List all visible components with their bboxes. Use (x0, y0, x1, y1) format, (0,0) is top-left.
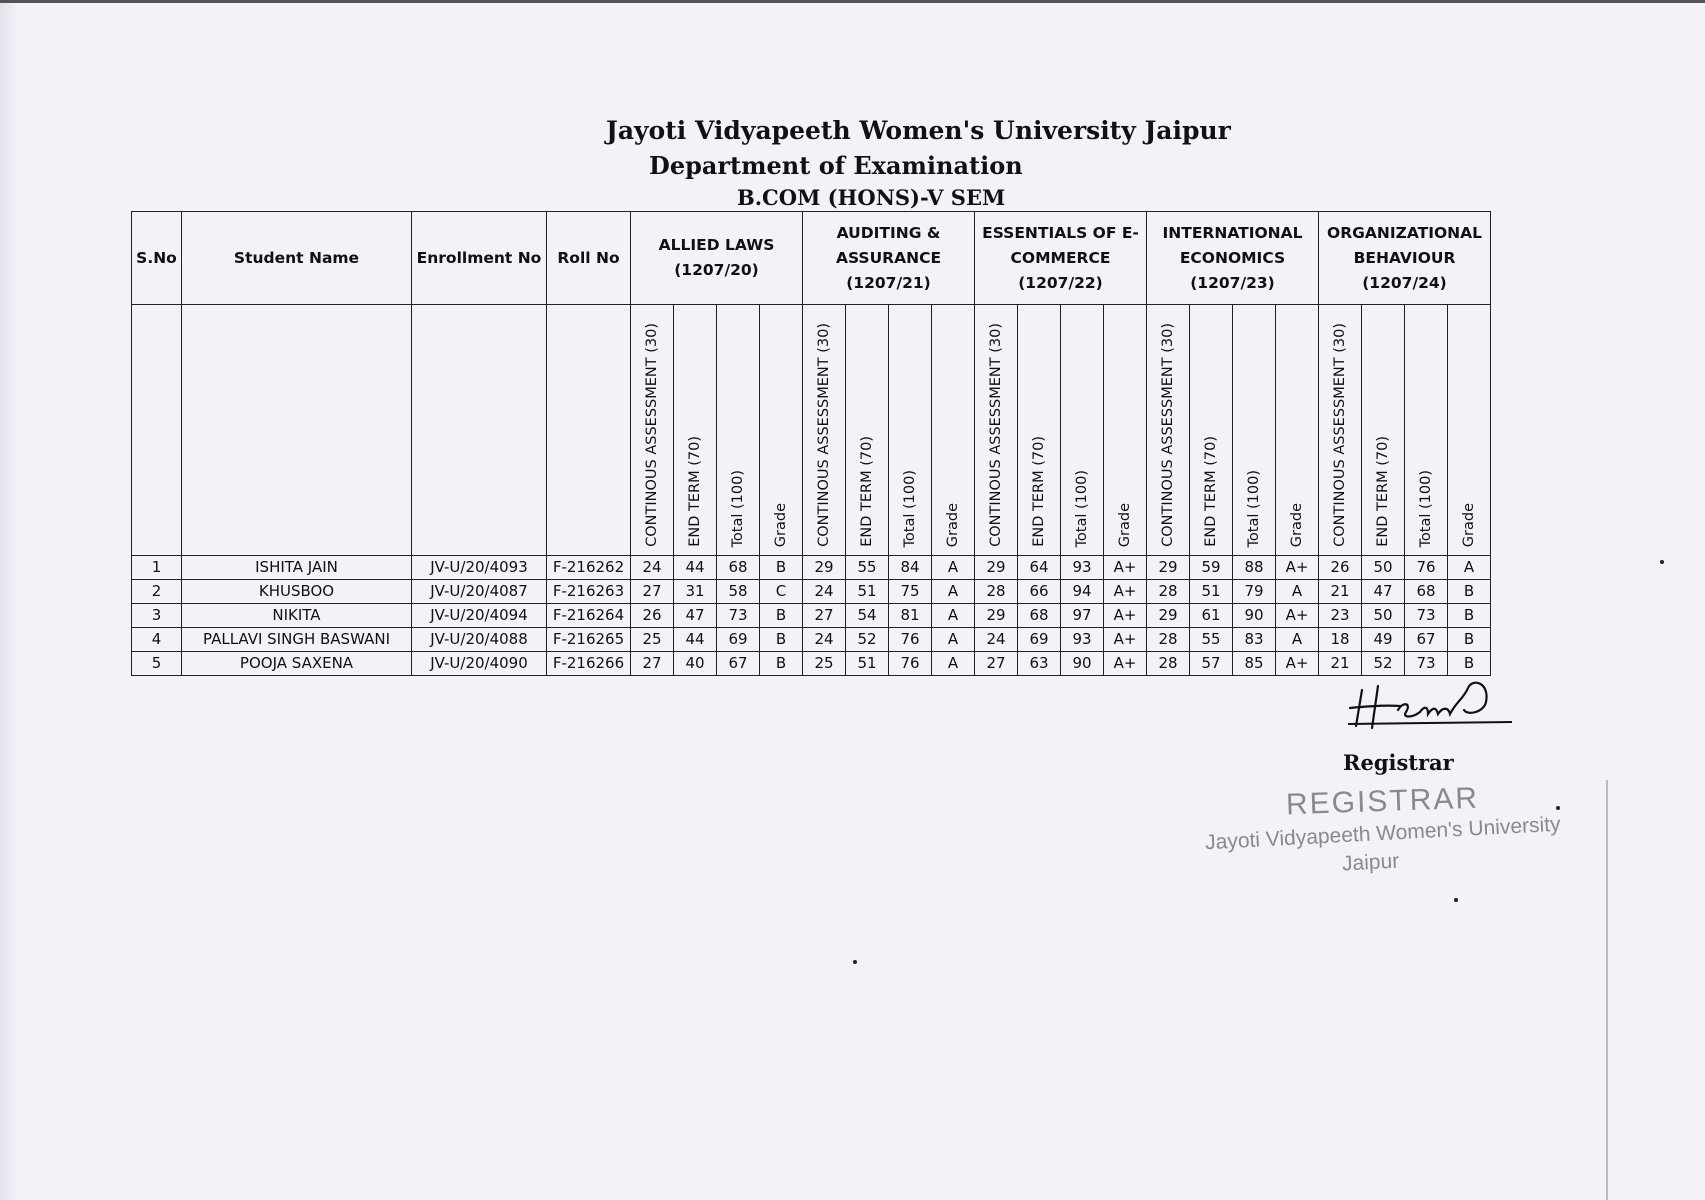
sub-header-cell (1190, 305, 1233, 556)
mark-cell: 73 (1405, 604, 1448, 628)
table-row (132, 604, 1491, 628)
sub-header-cell (1448, 305, 1491, 556)
student-name-cell: PALLAVI SINGH BASWANI (182, 628, 412, 652)
mark-cell: 51 (1190, 580, 1233, 604)
mark-cell: 93 (1061, 556, 1104, 580)
subject-code: (1207/22) (1018, 273, 1103, 292)
sub-header-cell (1362, 305, 1405, 556)
mark-cell: 28 (1147, 580, 1190, 604)
mark-cell: 50 (1362, 604, 1405, 628)
mark-cell: 47 (674, 604, 717, 628)
subject-name: ALLIED LAWS (658, 236, 775, 254)
enrollment-number-cell: JV-U/20/4090 (412, 652, 547, 676)
mark-cell: 68 (717, 556, 760, 580)
enrollment-number-cell: JV-U/20/4087 (412, 580, 547, 604)
table-row (132, 556, 1491, 580)
mark-cell: 29 (975, 556, 1018, 580)
mark-cell: 67 (1405, 628, 1448, 652)
mark-cell: 27 (631, 580, 674, 604)
mark-cell: 79 (1233, 580, 1276, 604)
sub-header-label: CONTINOUS ASSESSMENT (30) (1160, 323, 1176, 547)
mark-cell: 23 (1319, 604, 1362, 628)
mark-cell: 76 (1405, 556, 1448, 580)
serial-number-cell: 3 (132, 604, 182, 628)
mark-cell: 29 (1147, 556, 1190, 580)
table-row (132, 652, 1491, 676)
mark-cell: 84 (889, 556, 932, 580)
student-name-cell: ISHITA JAIN (182, 556, 412, 580)
university-title: Jayoti Vidyapeeth Women's University Jaipur (606, 116, 1231, 145)
mark-cell: 25 (631, 628, 674, 652)
scan-speck (1556, 806, 1560, 810)
mark-cell: 54 (846, 604, 889, 628)
mark-cell: A+ (1104, 628, 1147, 652)
sub-header-cell (717, 305, 760, 556)
scan-top-border (0, 0, 1705, 3)
enrollment-number-cell: JV-U/20/4088 (412, 628, 547, 652)
empty-cell (182, 305, 412, 556)
table-subheader-row (132, 305, 1491, 556)
roll-number-cell: F-216262 (547, 556, 631, 580)
mark-cell: 40 (674, 652, 717, 676)
sub-header-cell (1147, 305, 1190, 556)
mark-cell: 51 (846, 652, 889, 676)
mark-cell: 21 (1319, 580, 1362, 604)
mark-cell: B (760, 628, 803, 652)
sub-header-label: CONTINOUS ASSESSMENT (30) (816, 323, 832, 547)
mark-cell: 31 (674, 580, 717, 604)
mark-cell: A+ (1276, 556, 1319, 580)
mark-cell: 29 (975, 604, 1018, 628)
mark-cell: B (1448, 604, 1491, 628)
mark-cell: A (932, 556, 975, 580)
subject-code: (1207/21) (846, 273, 931, 292)
mark-cell: B (1448, 580, 1491, 604)
col-header-student-name: Student Name (182, 212, 412, 305)
mark-cell: 52 (1362, 652, 1405, 676)
mark-cell: 27 (631, 652, 674, 676)
mark-cell: 85 (1233, 652, 1276, 676)
subject-code: (1207/23) (1190, 273, 1275, 292)
course-title: B.COM (HONS)-V SEM (737, 185, 1006, 210)
subject-name: AUDITING & ASSURANCE (835, 223, 942, 267)
mark-cell: 55 (846, 556, 889, 580)
mark-cell: A (932, 628, 975, 652)
sub-header-cell (1233, 305, 1276, 556)
table-row (132, 580, 1491, 604)
mark-cell: 93 (1061, 628, 1104, 652)
mark-cell: 81 (889, 604, 932, 628)
mark-cell: 63 (1018, 652, 1061, 676)
mark-cell: A (1276, 580, 1319, 604)
mark-cell: 28 (975, 580, 1018, 604)
results-table (131, 211, 1491, 676)
sub-header-label: CONTINOUS ASSESSMENT (30) (988, 323, 1004, 547)
mark-cell: 26 (1319, 556, 1362, 580)
mark-cell: A+ (1104, 580, 1147, 604)
sub-header-cell (1319, 305, 1362, 556)
mark-cell: C (760, 580, 803, 604)
results-body (132, 556, 1491, 676)
sub-header-cell (803, 305, 846, 556)
mark-cell: B (1448, 628, 1491, 652)
empty-cell (412, 305, 547, 556)
sub-header-cell (846, 305, 889, 556)
mark-cell: 97 (1061, 604, 1104, 628)
mark-cell: 69 (1018, 628, 1061, 652)
mark-cell: B (760, 652, 803, 676)
mark-cell: 55 (1190, 628, 1233, 652)
sub-header-cell (889, 305, 932, 556)
mark-cell: 75 (889, 580, 932, 604)
subject-name: INTERNATIONAL ECONOMICS (1162, 223, 1303, 267)
sub-header-label: Total (100) (1074, 469, 1090, 547)
serial-number-cell: 5 (132, 652, 182, 676)
roll-number-cell: F-216264 (547, 604, 631, 628)
mark-cell: B (760, 556, 803, 580)
mark-cell: 24 (631, 556, 674, 580)
mark-cell: 29 (1147, 604, 1190, 628)
sub-header-label: Total (100) (902, 469, 918, 547)
mark-cell: 49 (1362, 628, 1405, 652)
col-header-sno: S.No (132, 212, 182, 305)
stamp-city: Jaipur (1341, 849, 1400, 876)
mark-cell: 44 (674, 556, 717, 580)
mark-cell: 68 (1018, 604, 1061, 628)
student-name-cell: NIKITA (182, 604, 412, 628)
sub-header-label: END TERM (70) (1203, 436, 1219, 547)
sub-header-label: END TERM (70) (859, 436, 875, 547)
sub-header-cell (1061, 305, 1104, 556)
mark-cell: 90 (1233, 604, 1276, 628)
mark-cell: 24 (803, 628, 846, 652)
enrollment-number-cell: JV-U/20/4094 (412, 604, 547, 628)
mark-cell: 76 (889, 628, 932, 652)
subject-header (975, 212, 1147, 305)
stamp-university: Jayoti Vidyapeeth Women's University (1204, 812, 1562, 855)
mark-cell: 69 (717, 628, 760, 652)
scan-speck (1660, 560, 1664, 564)
mark-cell: 26 (631, 604, 674, 628)
mark-cell: 29 (803, 556, 846, 580)
sub-header-cell (1405, 305, 1448, 556)
sub-header-label: Total (100) (1246, 469, 1262, 547)
mark-cell: A+ (1276, 604, 1319, 628)
table-header-row (132, 212, 1491, 305)
sub-header-cell (1018, 305, 1061, 556)
mark-cell: B (1448, 652, 1491, 676)
mark-cell: 64 (1018, 556, 1061, 580)
student-name-cell: KHUSBOO (182, 580, 412, 604)
mark-cell: 27 (975, 652, 1018, 676)
mark-cell: 51 (846, 580, 889, 604)
sub-header-cell (1276, 305, 1319, 556)
mark-cell: A (1276, 628, 1319, 652)
table-row (132, 628, 1491, 652)
mark-cell: 50 (1362, 556, 1405, 580)
sub-header-label: Grade (1117, 502, 1133, 547)
sub-header-label: Grade (773, 502, 789, 547)
sub-header-cell (631, 305, 674, 556)
mark-cell: 18 (1319, 628, 1362, 652)
mark-cell: B (760, 604, 803, 628)
sub-header-label: Grade (945, 502, 961, 547)
empty-cell (132, 305, 182, 556)
subject-header (1147, 212, 1319, 305)
mark-cell: 68 (1405, 580, 1448, 604)
registrar-label: Registrar (1343, 750, 1454, 775)
mark-cell: A (932, 652, 975, 676)
sub-header-label: CONTINOUS ASSESSMENT (30) (1332, 323, 1348, 547)
sub-header-cell (975, 305, 1018, 556)
stamp-title: REGISTRAR (1285, 781, 1480, 822)
mark-cell: 27 (803, 604, 846, 628)
mark-cell: 76 (889, 652, 932, 676)
mark-cell: 28 (1147, 628, 1190, 652)
sub-header-label: END TERM (70) (687, 436, 703, 547)
mark-cell: 59 (1190, 556, 1233, 580)
department-title: Department of Examination (649, 151, 1023, 180)
sub-header-label: Grade (1461, 502, 1477, 547)
roll-number-cell: F-216266 (547, 652, 631, 676)
subject-code: (1207/24) (1362, 273, 1447, 292)
mark-cell: 73 (717, 604, 760, 628)
roll-number-cell: F-216263 (547, 580, 631, 604)
serial-number-cell: 2 (132, 580, 182, 604)
roll-number-cell: F-216265 (547, 628, 631, 652)
mark-cell: 24 (803, 580, 846, 604)
mark-cell: 47 (1362, 580, 1405, 604)
empty-cell (547, 305, 631, 556)
sub-header-label: END TERM (70) (1375, 436, 1391, 547)
sub-header-label: Total (100) (1418, 469, 1434, 547)
scan-right-border (1606, 780, 1608, 1200)
mark-cell: 58 (717, 580, 760, 604)
mark-cell: A (932, 580, 975, 604)
scan-speck (853, 960, 857, 964)
mark-cell: A+ (1276, 652, 1319, 676)
mark-cell: A+ (1104, 652, 1147, 676)
mark-cell: 24 (975, 628, 1018, 652)
sub-header-cell (760, 305, 803, 556)
subject-header (1319, 212, 1491, 305)
serial-number-cell: 4 (132, 628, 182, 652)
student-name-cell: POOJA SAXENA (182, 652, 412, 676)
subject-name: ORGANIZATIONAL BEHAVIOUR (1327, 223, 1482, 267)
mark-cell: 28 (1147, 652, 1190, 676)
mark-cell: 66 (1018, 580, 1061, 604)
sub-header-cell (674, 305, 717, 556)
scan-speck (1454, 898, 1458, 902)
col-header-roll-no: Roll No (547, 212, 631, 305)
mark-cell: 25 (803, 652, 846, 676)
mark-cell: A (932, 604, 975, 628)
mark-cell: 73 (1405, 652, 1448, 676)
mark-cell: A+ (1104, 604, 1147, 628)
registrar-signature (1340, 672, 1520, 742)
sub-header-label: END TERM (70) (1031, 436, 1047, 547)
mark-cell: 44 (674, 628, 717, 652)
subject-name: ESSENTIALS OF E-COMMERCE (982, 223, 1139, 267)
mark-cell: A (1448, 556, 1491, 580)
mark-cell: 83 (1233, 628, 1276, 652)
sub-header-cell (1104, 305, 1147, 556)
mark-cell: A+ (1104, 556, 1147, 580)
mark-cell: 88 (1233, 556, 1276, 580)
mark-cell: 90 (1061, 652, 1104, 676)
mark-cell: 21 (1319, 652, 1362, 676)
sub-header-label: Total (100) (730, 469, 746, 547)
enrollment-number-cell: JV-U/20/4093 (412, 556, 547, 580)
mark-cell: 52 (846, 628, 889, 652)
subject-header (631, 212, 803, 305)
mark-cell: 57 (1190, 652, 1233, 676)
mark-cell: 67 (717, 652, 760, 676)
sub-header-label: Grade (1289, 502, 1305, 547)
col-header-enrollment-no: Enrollment No (412, 212, 547, 305)
subject-header (803, 212, 975, 305)
subject-code: (1207/20) (674, 261, 759, 279)
sub-header-label: CONTINOUS ASSESSMENT (30) (644, 323, 660, 547)
mark-cell: 61 (1190, 604, 1233, 628)
sub-header-cell (932, 305, 975, 556)
serial-number-cell: 1 (132, 556, 182, 580)
mark-cell: 94 (1061, 580, 1104, 604)
scan-edge-shadow (0, 0, 18, 1200)
